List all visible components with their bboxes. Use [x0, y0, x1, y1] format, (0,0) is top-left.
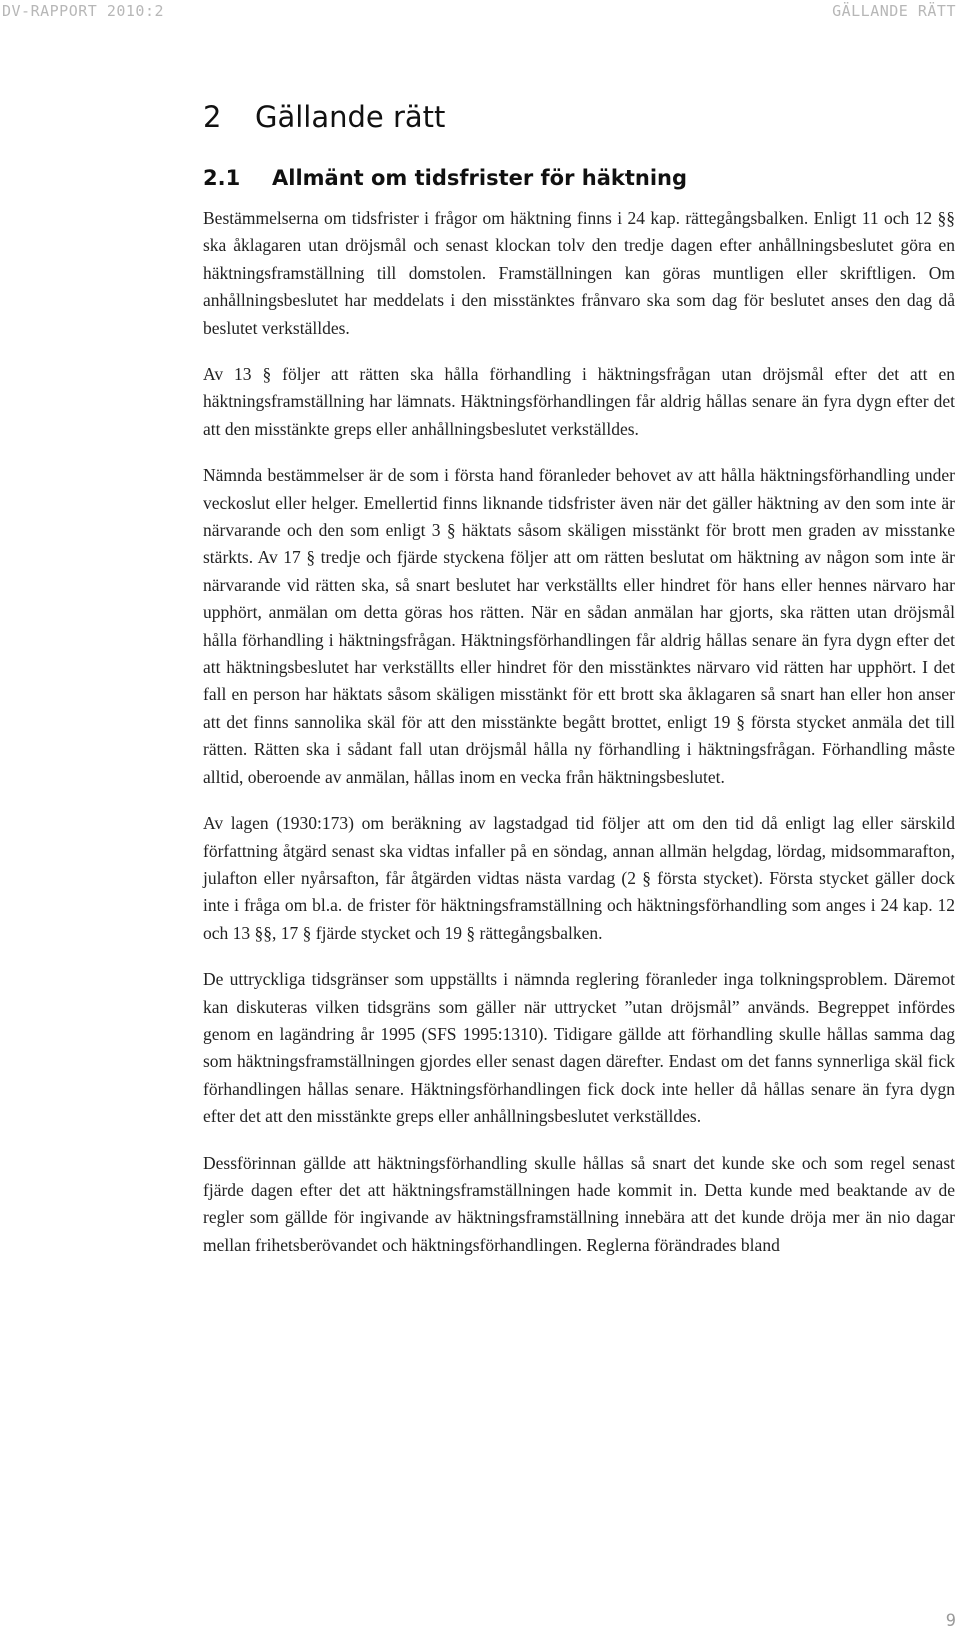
section-number: 2.1	[203, 165, 241, 190]
chapter-title: Gällande rätt	[255, 100, 446, 134]
header-chapter-title: GÄLLANDE RÄTT	[832, 2, 956, 20]
header-report-id: DV-RAPPORT 2010:2	[2, 2, 165, 20]
paragraph: Nämnda bestämmelser är de som i första hand föranleder behovet av att hålla häktningsförhandling under veckoslut eller helger. Emellertid finns liknande tidsfrister även när det gäller häktning av den som inte är närvarande och den som enligt 3 § häktats såsom skäligen misstänkt för brott men graden av misstanke stärkts. Av 17 § tredje och fjärde styckena följer att om rätten beslutat om häktning av någon som inte är närvarande vid rätten ska, så snart beslutet har verkställts eller hindret för hans eller hennes närvaro har upphört, anmälan om detta göras hos rätten. När en sådan anmälan har gjorts, ska rätten utan dröjsmål hålla förhandling i häktningsfrågan. Häktningsförhandlingen får aldrig hållas senare än fyra dygn efter det att häktningsbeslutet har verkställts eller hindret för den misstänktes närvaro vid rätten har upphört. I det fall en person har häktats såsom skäligen misstänkt för ett brott ska åklagaren så snart han eller hon anser att det finns sannolika skäl för att den misstänkte begått brottet, enligt 19 § första stycket anmäla det till rätten. Rätten ska i sådant fall utan dröjsmål hålla ny förhandling i häktningsfrågan. Förhandling måste alltid, oberoende av anmälan, hållas inom en vecka från häktningsbeslutet.	[203, 465, 955, 787]
paragraph: Bestämmelserna om tidsfrister i frågor om häktning finns i 24 kap. rättegångsbalken. Enligt 11 och 12 §§ ska åklagaren utan dröjsmål och senast klockan tolv den tredje dagen efter anhållningsbeslutet göra en häktningsframställning till domstolen. Framställningen kan göras muntligen eller skriftligen. Om anhållningsbeslutet har meddelats i den misstänktes frånvaro ska som dag för beslutet anses den dag då beslutet verkställdes.	[203, 207, 955, 338]
chapter-number: 2	[203, 100, 222, 134]
section-heading	[203, 166, 955, 191]
paragraph: De uttryckliga tidsgränser som uppställts i nämnda reglering föranleder inga tolkningsproblem. Däremot kan diskuteras vilken tidsgräns som gäller när uttrycket ”utan dröjsmål” används. Begreppet infördes genom en lagändring år 1995 (SFS 1995:1310). Tidigare gällde att förhandling skulle hållas samma dag som häktningsframställningen gjordes eller senast dagen därefter. Endast om det fanns synnerliga skäl fick förhandlingen hållas senare. Häktningsförhandlingen fick dock inte heller då hållas senare än fyra dygn efter det att den misstänkte greps eller anhållningsbeslutet verkställdes.	[203, 969, 955, 1127]
page-content	[203, 100, 955, 1278]
paragraph: Av lagen (1930:173) om beräkning av lagstadgad tid följer att om den tid då enligt lag eller särskild författning åtgärd senast ska vidtas infaller på en söndag, annan allmän helgdag, lördag, midsommarafton, julafton eller nyårsafton, får åtgärden vidtas nästa vardag (2 § första stycket). Första stycket gäller dock inte i fråga om bl.a. de frister för häktningsframställning och häktningsförhandling som anges i 24 kap. 12 och 13 §§, 17 § fjärde stycket och 19 § rättegångsbalken.	[203, 813, 955, 943]
paragraph: Dessförinnan gällde att häktningsförhandling skulle hållas så snart det kunde ske och som regel senast fjärde dagen efter det att häktningsframställningen hade kommit in. Detta kunde med beaktande av de regler som gällde för ingivande av häktningsframställning innebära att det kunde dröja mer än nio dagar mellan frihetsberövandet och häktningsförhandlingen. Reglerna förändrades bland	[203, 1152, 955, 1255]
paragraph: Av 13 § följer att rätten ska hålla förhandling i häktningsfrågan utan dröjsmål efter det att en häktningsframställning har lämnats. Häktningsförhandlingen får aldrig hållas senare än fyra dygn efter det att den misstänkte greps eller anhållningsbeslutet verkställdes.	[203, 364, 955, 439]
chapter-heading	[203, 100, 955, 135]
page-number: 9	[945, 1611, 956, 1631]
section-title: Allmänt om tidsfrister för häktning	[272, 165, 688, 190]
running-header	[0, 2, 960, 24]
